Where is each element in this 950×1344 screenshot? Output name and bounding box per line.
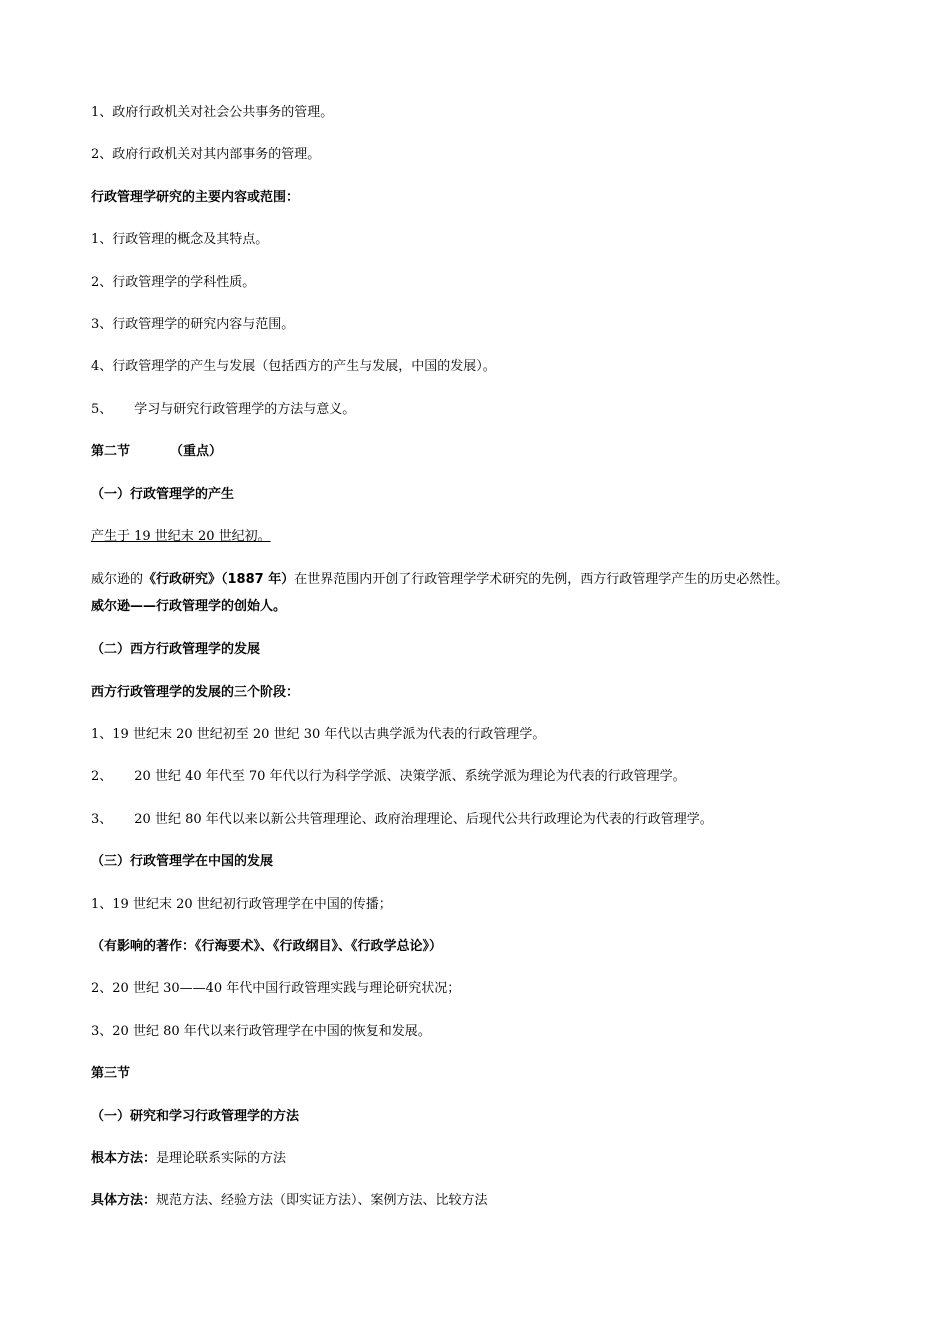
list-item: [91, 812, 713, 828]
paragraph-text: 威尔逊的: [91, 572, 144, 587]
subsection-heading: （三）行政管理学在中国的发展: [91, 854, 274, 869]
chapter-heading: [91, 444, 222, 460]
subsection-heading: （一）行政管理学的产生: [91, 487, 235, 502]
bold-note: （有影响的著作：《行海要术》、《行政纲目》、《行政学总论》）: [91, 939, 443, 954]
list-number: 3、: [91, 812, 113, 827]
paragraph-text: 在世界范围内开创了行政管理学学术研究的先例，西方行政管理学产生的历史必然性。: [294, 572, 789, 587]
work-title: 《行政研究》（1887 年）: [143, 572, 295, 587]
section-title: 第二节: [91, 444, 131, 459]
list-item: 1、19 世纪末 20 世纪初行政管理学在中国的传播；: [91, 897, 392, 912]
label: 根本方法：: [91, 1151, 157, 1166]
list-item: 2、政府行政机关对其内部事务的管理。: [91, 147, 321, 162]
list-item: 4、行政管理学的产生与发展（包括西方的产生与发展，中国的发展）。: [91, 359, 496, 374]
list-text: 20 世纪 80 年代以来以新公共管理理论、政府治理理论、后现代公共行政理论为代表的行政管理学。: [134, 812, 713, 827]
list-item: 1、行政管理的概念及其特点。: [91, 232, 269, 247]
list-number: 2、: [91, 769, 113, 784]
underlined-text: 产生于 19 世纪末 20 世纪初。: [91, 529, 271, 544]
paragraph: [91, 572, 788, 588]
list-item: 1、政府行政机关对社会公共事务的管理。: [91, 105, 334, 120]
chapter-heading: 第三节: [91, 1066, 131, 1081]
list-number: 5、: [91, 402, 113, 417]
subsection-heading: （一）研究和学习行政管理学的方法: [91, 1109, 300, 1124]
subsection-heading: （二）西方行政管理学的发展: [91, 642, 261, 657]
list-item: 3、行政管理学的研究内容与范围。: [91, 317, 295, 332]
label: 具体方法：: [91, 1193, 157, 1208]
paragraph: [91, 1151, 286, 1167]
bold-statement: 威尔逊——行政管理学的创始人。: [91, 599, 287, 614]
list-item: [91, 402, 355, 418]
list-text: 学习与研究行政管理学的方法与意义。: [134, 402, 356, 417]
section-heading: 行政管理学研究的主要内容或范围：: [91, 190, 300, 205]
list-item: 2、20 世纪 30——40 年代中国行政管理实践与理论研究状况；: [91, 981, 461, 996]
paragraph-text: 规范方法、经验方法（即实证方法）、案例方法、比较方法: [156, 1193, 488, 1208]
list-item: 2、行政管理学的学科性质。: [91, 275, 256, 290]
section-note: （重点）: [170, 444, 223, 459]
paragraph: [91, 1193, 488, 1209]
paragraph-text: 是理论联系实际的方法: [156, 1151, 287, 1166]
list-item: 1、19 世纪末 20 世纪初至 20 世纪 30 年代以古典学派为代表的行政管理学。: [91, 727, 546, 742]
list-item: [91, 769, 686, 785]
list-item: 3、20 世纪 80 年代以来行政管理学在中国的恢复和发展。: [91, 1024, 431, 1039]
list-text: 20 世纪 40 年代至 70 年代以行为科学学派、决策学派、系统学派为理论为代表的行政管理学。: [134, 769, 686, 784]
section-heading: 西方行政管理学的发展的三个阶段：: [91, 685, 300, 700]
